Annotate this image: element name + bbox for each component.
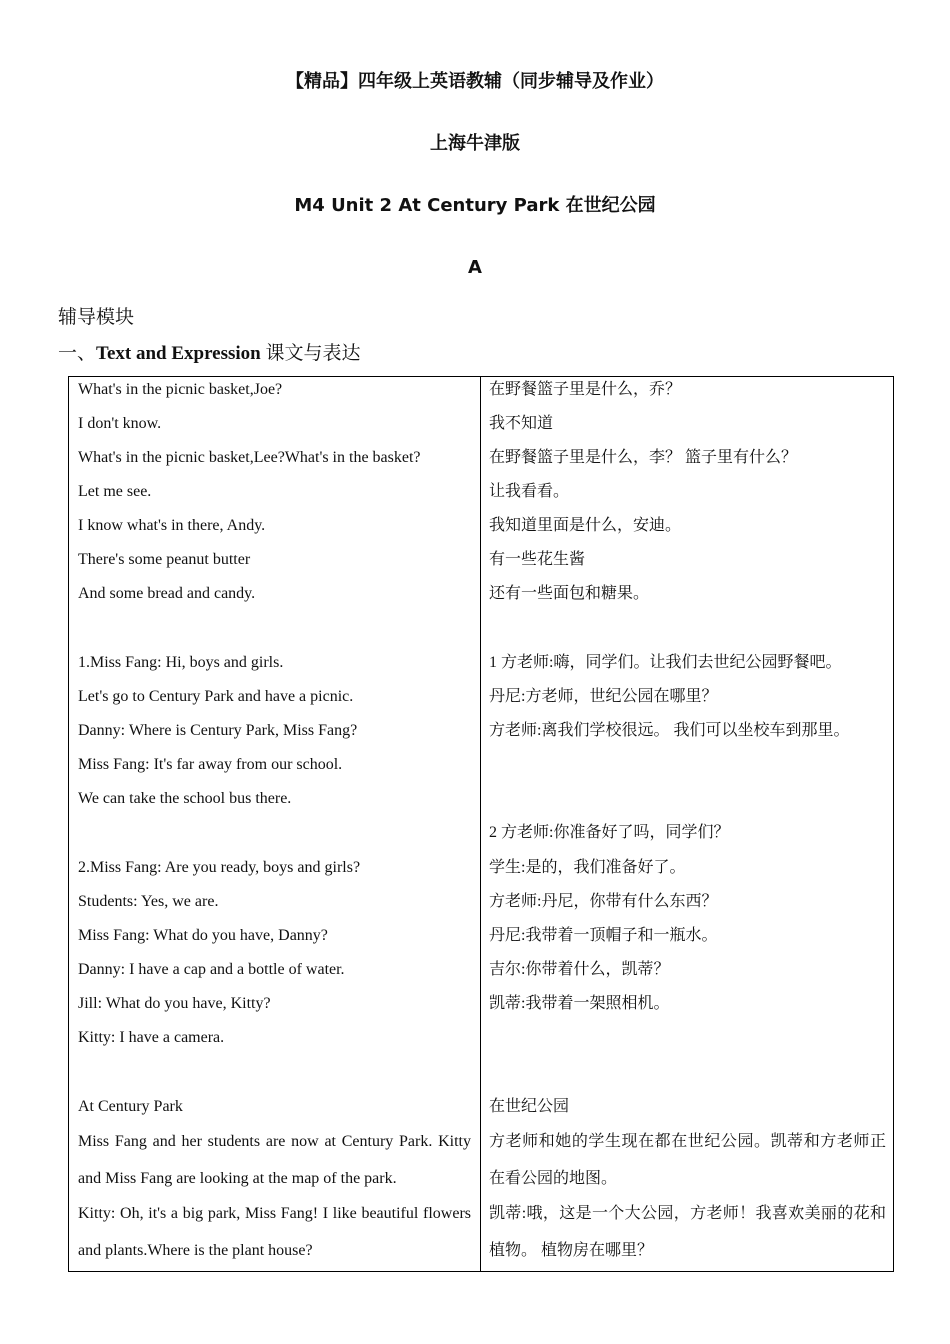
english-line: What's in the picnic basket,Joe? — [78, 381, 283, 398]
unit-title: M4 Unit 2 At Century Park 在世纪公园 — [294, 195, 656, 216]
english-line: Danny: I have a cap and a bottle of water. — [78, 961, 345, 978]
edition-title: 上海牛津版 — [430, 133, 520, 154]
text-table — [68, 376, 894, 1272]
chinese-line: 我不知道 — [489, 415, 554, 432]
english-line: At Century Park — [78, 1098, 183, 1115]
chinese-line: 还有一些面包和糖果。 — [489, 585, 650, 602]
chinese-line: 学生:是的，我们准备好了。 — [489, 859, 686, 876]
part-label: A — [468, 257, 482, 278]
section-title-zh: 课文与表达 — [260, 343, 361, 364]
document-title: 【精品】四年级上英语教辅（同步辅导及作业） — [286, 71, 664, 92]
english-line: Danny: Where is Century Park, Miss Fang? — [78, 722, 358, 739]
english-line: I know what's in there, Andy. — [78, 517, 266, 534]
english-line: Miss Fang: What do you have, Danny? — [78, 927, 328, 944]
english-line: There's some peanut butter — [78, 551, 251, 568]
chinese-paragraph: 方老师和她的学生现在都在世纪公园。凯蒂和方老师正在看公园的地图。 — [489, 1133, 886, 1187]
section-heading — [58, 340, 361, 368]
chinese-line: 吉尔:你带着什么，凯蒂？ — [489, 961, 670, 978]
chinese-line: 让我看看。 — [489, 483, 570, 500]
chinese-line: 丹尼:我带着一顶帽子和一瓶水。 — [489, 927, 718, 944]
english-line: I don't know. — [78, 415, 162, 432]
english-line: 1.Miss Fang: Hi, boys and girls. — [78, 654, 284, 671]
module-label: 辅导模块 — [58, 307, 135, 328]
column-divider — [480, 377, 481, 1271]
english-line: 2.Miss Fang: Are you ready, boys and girls? — [78, 859, 361, 876]
section-number: 一、 — [58, 343, 97, 364]
english-line: We can take the school bus there. — [78, 790, 292, 807]
chinese-line: 凯蒂:我带着一架照相机。 — [489, 995, 670, 1012]
english-line: And some bread and candy. — [78, 585, 256, 602]
english-line: Let me see. — [78, 483, 152, 500]
chinese-line: 在野餐篮子里是什么，李？ 篮子里有什么？ — [489, 449, 798, 466]
english-line: Kitty: I have a camera. — [78, 1029, 225, 1046]
english-line: Jill: What do you have, Kitty? — [78, 995, 271, 1012]
chinese-line: 方老师:离我们学校很远。 我们可以坐校车到那里。 — [489, 722, 850, 739]
chinese-line: 方老师:丹尼，你带有什么东西？ — [489, 893, 718, 910]
chinese-line: 在世纪公园 — [489, 1098, 570, 1115]
chinese-line: 丹尼:方老师，世纪公园在哪里？ — [489, 688, 718, 705]
chinese-line: 1 方老师:嗨，同学们。让我们去世纪公园野餐吧。 — [489, 654, 842, 671]
english-line: Miss Fang: It's far away from our school. — [78, 756, 343, 773]
chinese-line: 我知道里面是什么，安迪。 — [489, 517, 682, 534]
section-title-en: Text and Expression — [96, 343, 261, 364]
chinese-paragraph: 凯蒂:哦，这是一个大公园，方老师！我喜欢美丽的花和植物。 植物房在哪里？ — [489, 1205, 886, 1259]
chinese-line: 在野餐篮子里是什么，乔？ — [489, 381, 682, 398]
chinese-line: 2 方老师:你准备好了吗，同学们？ — [489, 824, 730, 841]
english-line: What's in the picnic basket,Lee?What's in the basket? — [78, 449, 421, 466]
english-paragraph: Kitty: Oh, it's a big park, Miss Fang! I like beautiful flowers and plants.Where is the plant house? — [78, 1205, 471, 1259]
english-line: Let's go to Century Park and have a picnic. — [78, 688, 354, 705]
english-paragraph: Miss Fang and her students are now at Century Park. Kitty and Miss Fang are looking at the map of the park. — [78, 1133, 471, 1187]
chinese-line: 有一些花生酱 — [489, 551, 586, 568]
english-line: Students: Yes, we are. — [78, 893, 219, 910]
